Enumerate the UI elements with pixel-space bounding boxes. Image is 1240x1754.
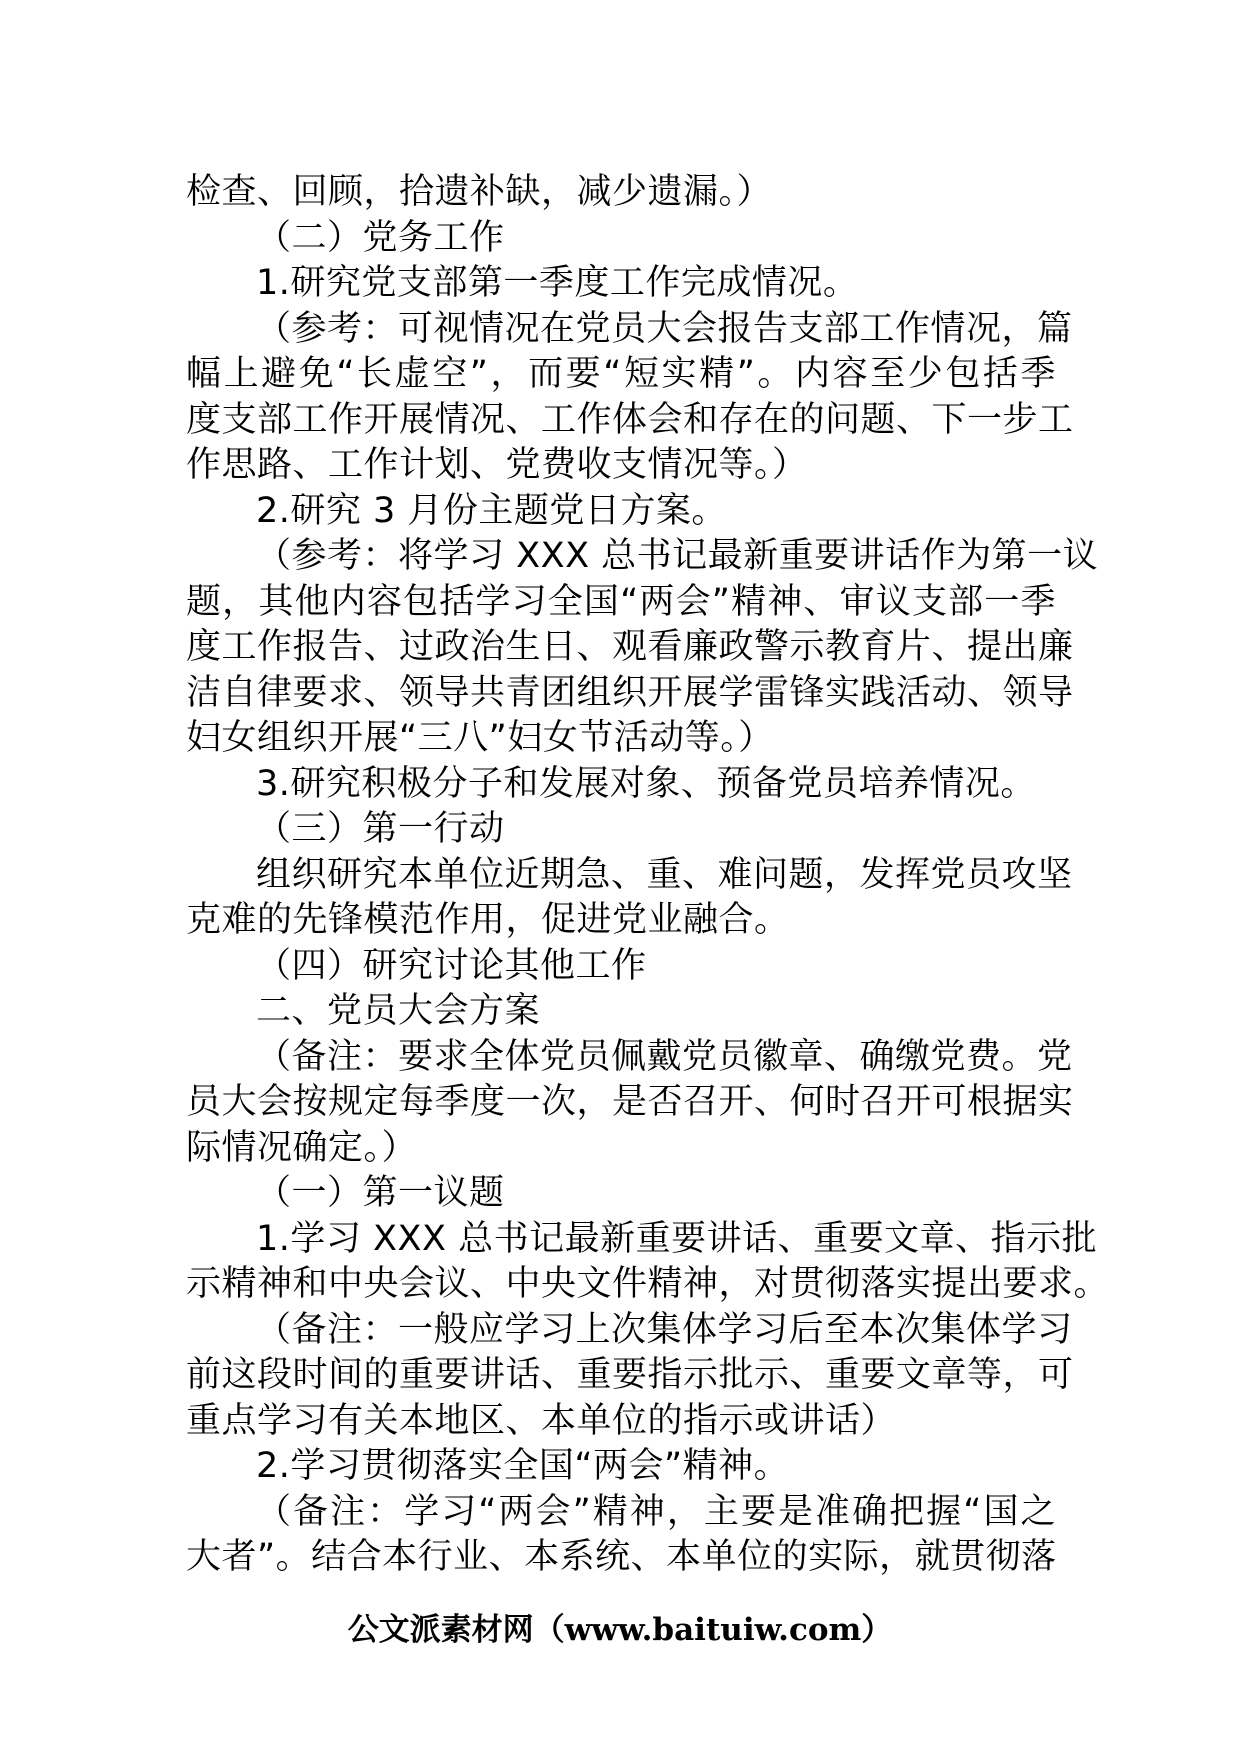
document-body <box>186 170 1110 1581</box>
paragraph-line: 重点学习有关本地区、本单位的指示或讲话） <box>186 1400 897 1441</box>
section-heading: （一）第一议题 <box>256 1173 505 1213</box>
list-item: 1.研究党支部第一季度工作完成情况。 <box>256 263 859 303</box>
list-item: 3.研究积极分子和发展对象、预备党员培养情况。 <box>256 763 1036 804</box>
paragraph-line: 洁自律要求、领导共青团组织开展学雷锋实践活动、领导 <box>186 672 1074 713</box>
paragraph-line: 际情况确定。） <box>186 1127 418 1168</box>
paragraph-line: （备注：一般应学习上次集体学习后至本次集体学习 <box>256 1309 1073 1350</box>
paragraph-line: 员大会按规定每季度一次，是否召开、何时召开可根据实 <box>186 1082 1074 1122</box>
list-item: 2.研究 3 月份主题党日方案。 <box>256 490 727 531</box>
footer-watermark-text: 公文派素材网（www.baituiw.com） <box>347 1612 893 1648</box>
paragraph-line: 度支部工作开展情况、工作体会和存在的问题、下一步工 <box>186 399 1074 440</box>
chapter-heading: 二、党员大会方案 <box>256 991 541 1031</box>
paragraph-line: 克难的先锋模范作用，促进党业融合。 <box>186 900 790 940</box>
section-heading: （三）第一行动 <box>256 809 505 849</box>
paragraph-line: 幅上避免“长虚空”，而要“短实精”。内容至少包括季 <box>186 354 1056 394</box>
list-item: 2.学习贯彻落实全国“两会”精神。 <box>256 1446 790 1486</box>
paragraph-line: 示精神和中央会议、中央文件精神，对贯彻落实提出要求。 <box>186 1264 1110 1304</box>
section-heading: （二）党务工作 <box>256 217 505 258</box>
paragraph-line: 度工作报告、过政治生日、观看廉政警示教育片、提出廉 <box>186 627 1074 667</box>
section-heading: （四）研究讨论其他工作 <box>256 945 647 986</box>
list-item: 1.学习 XXX 总书记最新重要讲话、重要文章、指示批 <box>256 1218 1098 1259</box>
paragraph-line: 大者”。结合本行业、本系统、本单位的实际，就贯彻落 <box>186 1537 1057 1577</box>
paragraph-line: 题，其他内容包括学习全国“两会”精神、审议支部一季 <box>186 581 1056 622</box>
paragraph-line: 作思路、工作计划、党费收支情况等。） <box>186 445 808 485</box>
paragraph-line: （参考：可视情况在党员大会报告支部工作情况，篇 <box>256 308 1073 349</box>
paragraph-line: （参考：将学习 XXX 总书记最新重要讲话作为第一议 <box>256 536 1099 576</box>
paragraph-line: 前这段时间的重要讲话、重要指示批示、重要文章等，可 <box>186 1355 1074 1395</box>
paragraph-line: 检查、回顾，拾遗补缺，减少遗漏。） <box>186 172 773 212</box>
paragraph-line: （备注：学习“两会”精神，主要是准确把握“国之 <box>256 1491 1056 1532</box>
paragraph-line: 妇女组织开展“三八”妇女节活动等。） <box>186 718 774 758</box>
paragraph-line: 组织研究本单位近期急、重、难问题，发挥党员攻坚 <box>256 854 1073 895</box>
paragraph-line: （备注：要求全体党员佩戴党员徽章、确缴党费。党 <box>256 1036 1073 1077</box>
